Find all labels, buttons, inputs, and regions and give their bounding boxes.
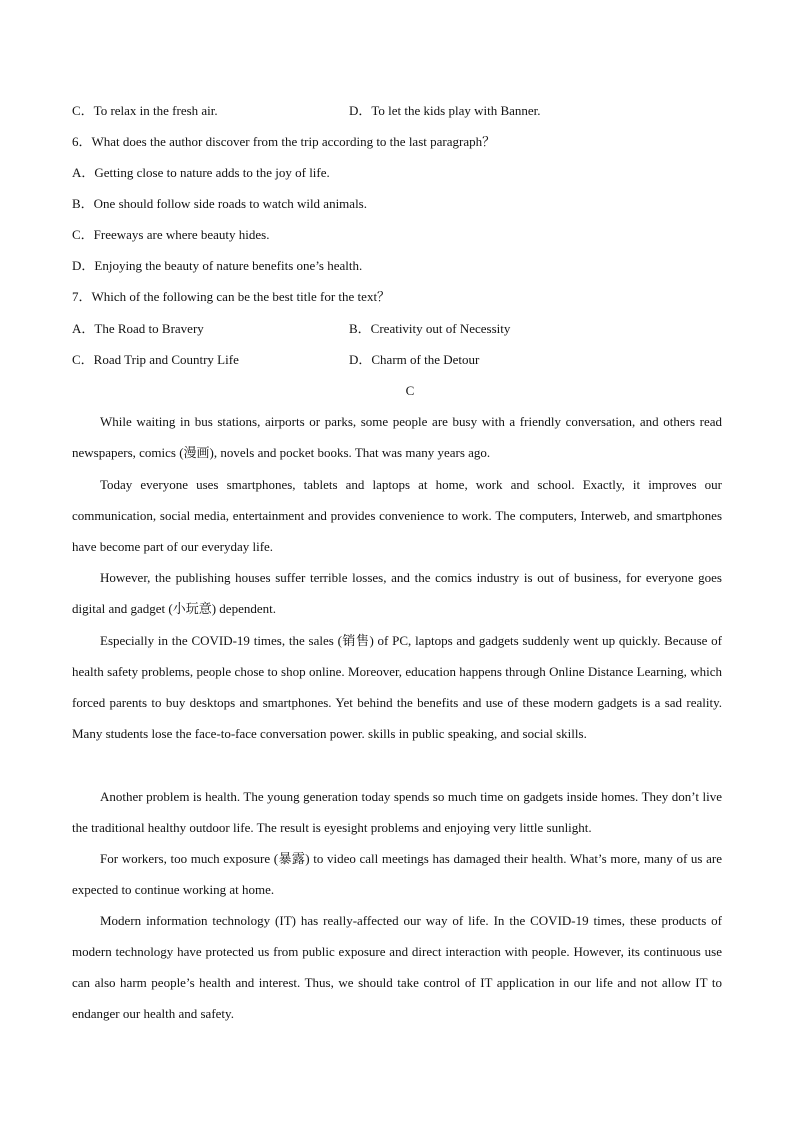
passage-paragraph-4: Especially in the COVID-19 times, the sales (销售) of PC, laptops and gadgets suddenly went up quickly. Because of health safety problems, people chose to shop online. Moreover, education happens through Online Distance Learning, which forced parents to buy desktops and smartphones. Yet behind the benefits and use of these modern gadgets is a sad reality. Many students lose the face-to-face conversation power. skills in public speaking, and social skills.: [72, 633, 722, 741]
q7-stem: 7．Which of the following can be the best title for the text？: [72, 289, 391, 304]
passage-heading: C: [405, 383, 415, 398]
q6-option-c: C．Freeways are where beauty hides.: [72, 227, 270, 242]
passage-paragraph-6: For workers, too much exposure (暴露) to video call meetings has damaged their health. What’s more, many of us are expected to continue working at home.: [72, 851, 722, 897]
q5-option-c: C．To relax in the fresh air.: [72, 103, 218, 118]
passage-paragraph-3: However, the publishing houses suffer terrible losses, and the comics industry is out of business, for everyone goes digital and gadget (小玩意) dependent.: [72, 570, 722, 616]
passage-paragraph-2: Today everyone uses smartphones, tablets and laptops at home, work and school. Exactly, it improves our communication, social media, entertainment and provides convenience to work. The computers, Interweb, and smartphones have become part of our everyday life.: [72, 477, 722, 554]
q7-option-a: A．The Road to Bravery: [72, 321, 204, 336]
passage-paragraph-7: Modern information technology (IT) has really-affected our way of life. In the COVID-19 times, these products of modern technology have protected us from public exposure and direct interaction with people. However, its continuous use can also harm people’s health and interest. Thus, we should take control of IT application in our life and not allow IT to endanger our health and safety.: [72, 913, 722, 1021]
q6-option-b: B．One should follow side roads to watch wild animals.: [72, 196, 367, 211]
q6-option-a: A．Getting close to nature adds to the joy of life.: [72, 165, 330, 180]
q6-option-d: D．Enjoying the beauty of nature benefits one’s health.: [72, 258, 363, 273]
q7-option-b: B．Creativity out of Necessity: [349, 321, 511, 336]
passage-paragraph-1: While waiting in bus stations, airports or parks, some people are busy with a friendly conversation, and others read newspapers, comics (漫画), novels and pocket books. That was many years ago.: [72, 414, 722, 460]
passage-paragraph-5: Another problem is health. The young generation today spends so much time on gadgets inside homes. They don’t live the traditional healthy outdoor life. The result is eyesight problems and enjoying very little sunlight.: [72, 789, 722, 835]
q6-stem: 6．What does the author discover from the trip according to the last paragraph？: [72, 134, 496, 149]
q7-option-d: D．Charm of the Detour: [349, 352, 480, 367]
q5-option-d: D．To let the kids play with Banner.: [349, 103, 541, 118]
q7-option-c: C．Road Trip and Country Life: [72, 352, 239, 367]
